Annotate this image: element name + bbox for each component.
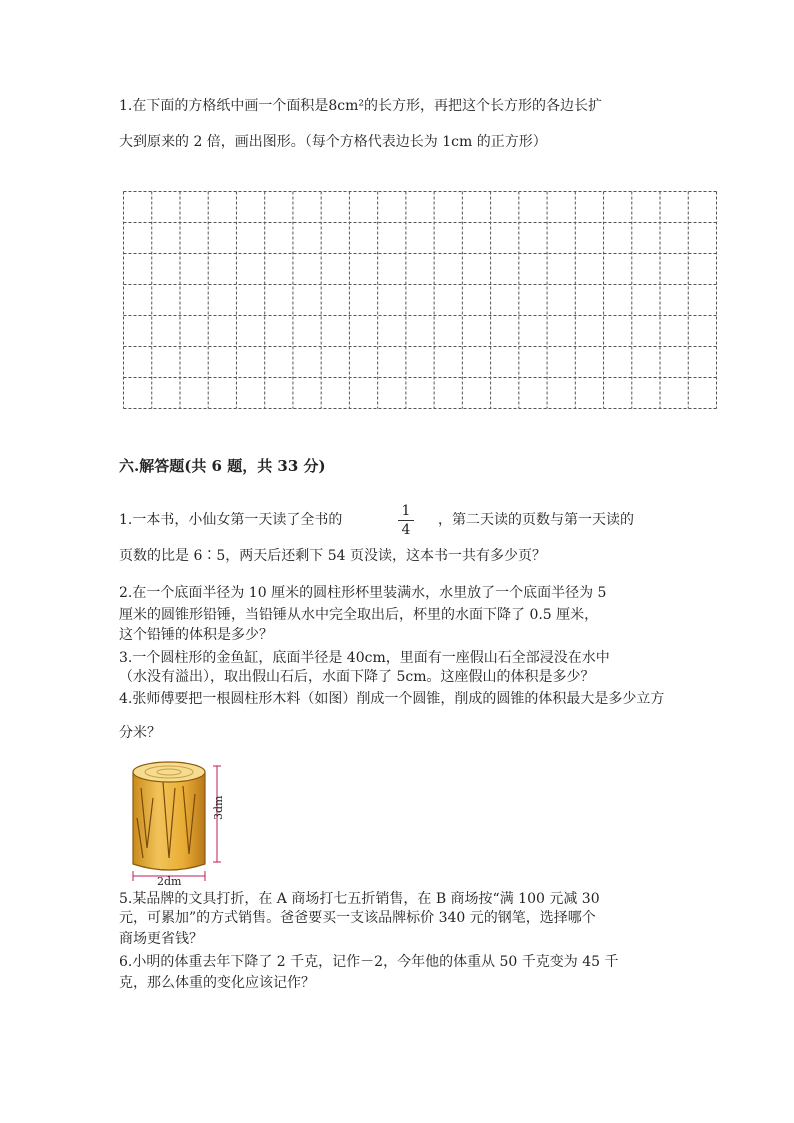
question-text: 元，可累加”的方式销售。爸爸要买一支该品牌标价 340 元的钢笔，选择哪个 xyxy=(119,910,596,926)
section-heading: 六.解答题(共 6 题，共 33 分) xyxy=(119,457,326,475)
fraction-denominator: 4 xyxy=(401,522,411,538)
question-text: （水没有溢出），取出假山石后，水面下降了 5cm。这座假山的体积是多少？ xyxy=(119,669,595,685)
question-text: 商场更省钱？ xyxy=(119,931,203,947)
grid-paper xyxy=(123,191,717,409)
question-text: 4.张师傅要把一根圆柱形木料（如图）削成一个圆锥，削成的圆锥的体积最大是多少立方 xyxy=(119,691,665,707)
question-text: 5.某品牌的文具打折，在 A 商场打七五折销售，在 B 商场按“满 100 元减 30 xyxy=(119,891,600,907)
question-text: 1.在下面的方格纸中画一个面积是8cm²的长方形，再把这个长方形的各边长扩 xyxy=(119,98,602,114)
wood-cylinder-figure xyxy=(119,758,231,886)
fraction-numerator: 1 xyxy=(401,503,411,519)
width-label: 2dm xyxy=(157,875,182,886)
question-text: 页数的比是 6∶5，两天后还剩下 54 页没读，这本书一共有多少页？ xyxy=(119,548,546,564)
question-text: 6.小明的体重去年下降了 2 千克，记作－2，今年他的体重从 50 千克变为 45 千 xyxy=(119,954,619,970)
question-text: 这个铅锤的体积是多少？ xyxy=(119,627,273,643)
question-text: ，第二天读的页数与第一天读的 xyxy=(438,512,634,528)
question-text: 分米？ xyxy=(119,725,161,741)
height-label: 3dm xyxy=(212,795,225,820)
question-text: 厘米的圆锥形铅锤，当铅锤从水中完全取出后，杯里的水面下降了 0.5 厘米， xyxy=(119,607,599,623)
question-text: 3.一个圆柱形的金鱼缸，底面半径是 40cm，里面有一座假山石全部浸没在水中 xyxy=(119,650,610,666)
question-text: 克，那么体重的变化应该记作？ xyxy=(119,975,315,991)
fraction xyxy=(394,503,418,538)
question-text: 1.一本书，小仙女第一天读了全书的 xyxy=(119,512,343,528)
fraction-bar xyxy=(398,520,414,521)
question-text: 大到原来的 2 倍，画出图形。（每个方格代表边长为 1cm 的正方形） xyxy=(119,134,547,150)
question-text: 2.在一个底面半径为 10 厘米的圆柱形杯里装满水，水里放了一个底面半径为 5 xyxy=(119,585,607,601)
